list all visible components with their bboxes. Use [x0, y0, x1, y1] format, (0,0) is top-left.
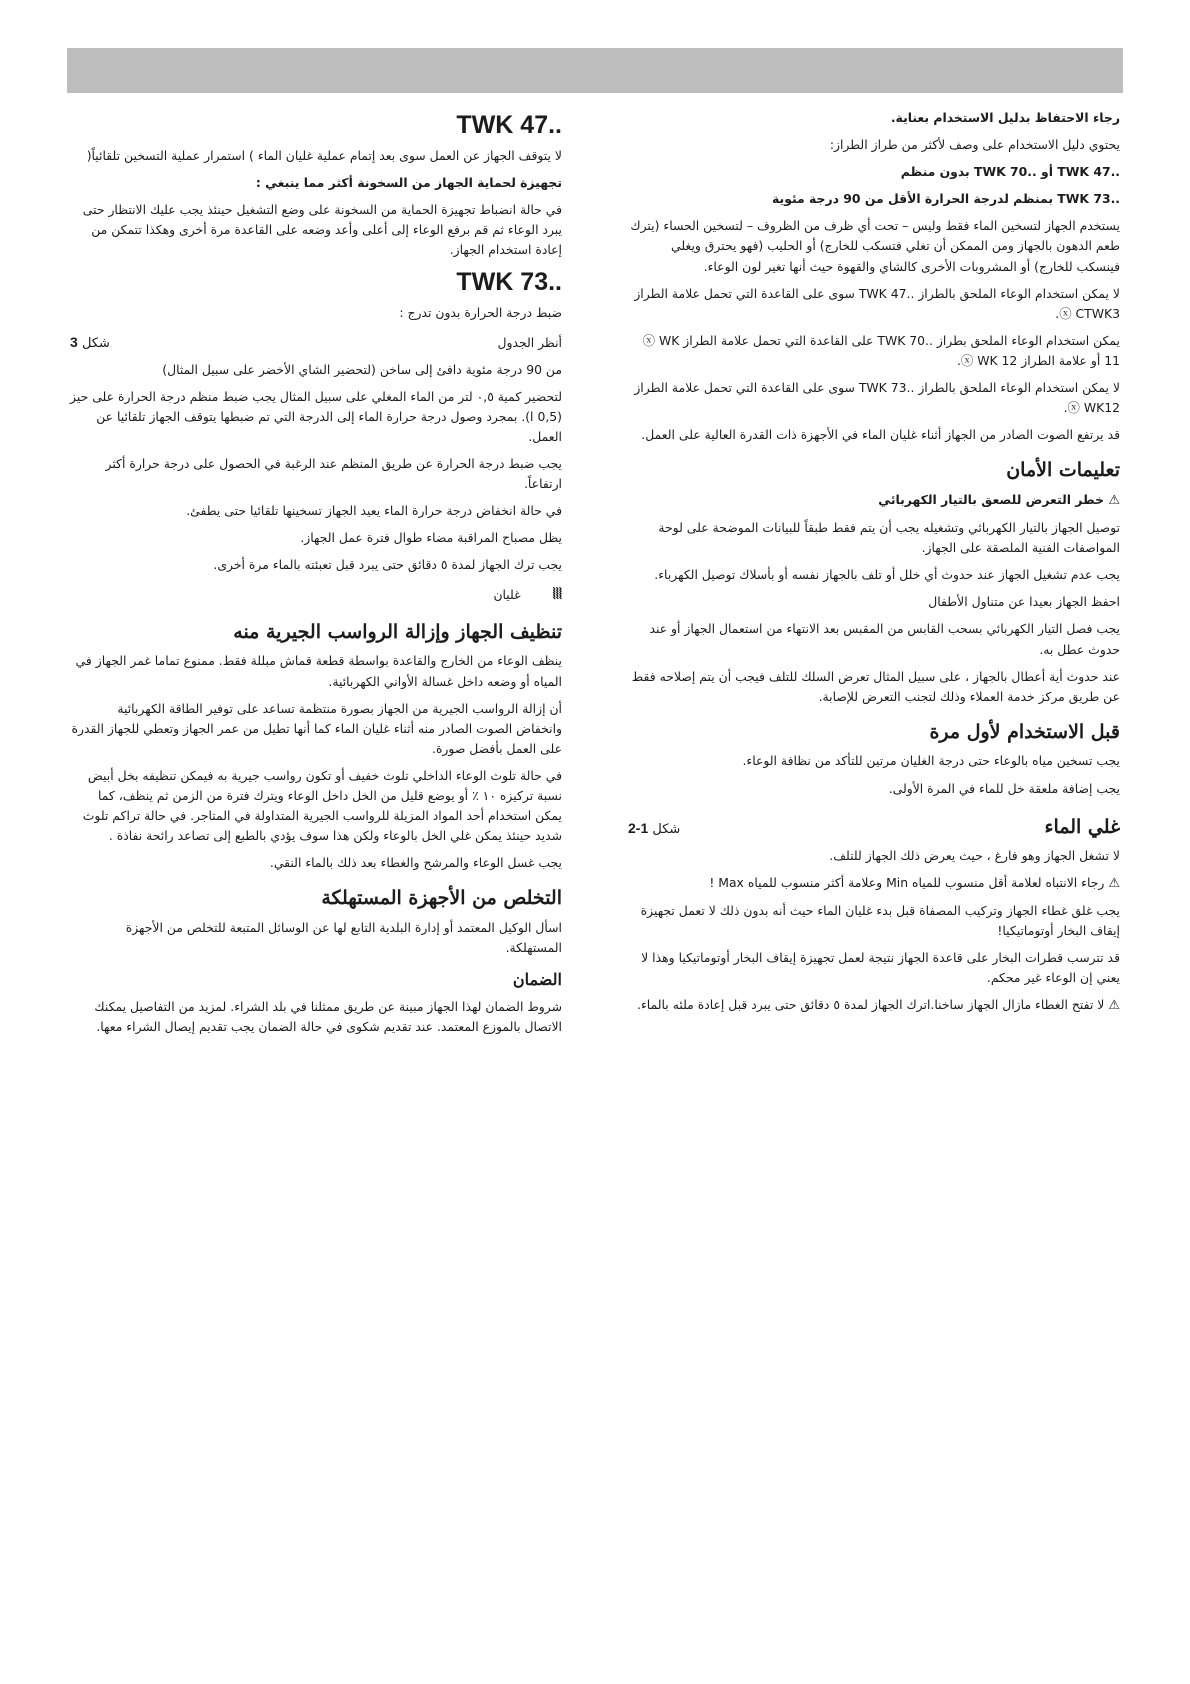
model-line-2: ..TWK 73 بمنظم لدرجة الحرارة الأقل من 90 درجة مئوية	[772, 191, 1120, 207]
noise-paragraph: قد يرتفع الصوت الصادر من الجهاز أثناء غليان الماء في الأجهزة ذات القدرة العالية على العمل.	[641, 427, 1120, 443]
warning-icon: ⚠	[1108, 998, 1120, 1014]
safety-warning-text: خطر التعرض للصعق بالتيار الكهربائي	[878, 492, 1105, 507]
boil-item-5-text: لا تفتح الغطاء مازال الجهاز ساخنا.اترك الجهاز لمدة ٥ دقائق حتى يبرد قبل إعادة ملئه بالماء.	[637, 997, 1105, 1013]
safety-item-2: يجب عدم تشغيل الجهاز عند حدوث أي خلل أو تلف بالجهاز نفسه أو بأسلاك توصيل الكهرباء.	[654, 567, 1120, 583]
warning-icon: ⚠	[1108, 493, 1120, 508]
boil-indicator-row	[70, 582, 562, 606]
boil-item-5	[628, 995, 1120, 1016]
disposal-title: التخلص من الأجهزة المستهلكة	[321, 887, 562, 910]
steam-icon: ⦚⦚⦚	[552, 585, 562, 604]
header-bar	[67, 48, 1123, 93]
cool-down: يجب ترك الجهاز لمدة ٥ دقائق حتى يبرد قبل تعبئته بالماء مرة أخرى.	[213, 557, 562, 573]
base-73-paragraph: لا يمكن استخدام الوعاء الملحق بالطراز ..TWK 73 سوى على القاعدة التي تحمل علامة الطراز ⓧ WK12.	[634, 380, 1120, 416]
models-intro: يحتوي دليل الاستخدام على وصف لأكثر من طراز الطراز:	[829, 137, 1120, 153]
boil-indicator-label: غليان	[493, 587, 521, 603]
warranty-text: شروط الضمان لهذا الجهاز مبينة عن طريق ممثلنا في بلد الشراء. لمزيد من التفاصيل يمكنك الاتصال بالموزع المعتمد. عند تقديم شكوى في حالة الضمان يجب تقديم إيصال الشراء معها.	[94, 999, 562, 1035]
lamp: يظل مصباح المراقبة مضاء طوال فترة عمل الجهاز.	[300, 530, 562, 546]
figure-3-number: 3	[70, 333, 78, 350]
figure-3-label: شكل	[81, 335, 110, 351]
left-column	[70, 108, 562, 1044]
model-line-1: ..TWK 47 أو ..TWK 70 بدون منظم	[900, 164, 1120, 180]
boil-item-1: لا تشغل الجهاز وهو فارغ ، حيث يعرض ذلك الجهاز للتلف.	[829, 847, 1120, 863]
right-column	[628, 108, 1120, 1023]
overheat-text: في حالة انضباط تجهيزة الحماية من السخونة على وضع التشغيل حينئذ يجب عليك الانتظار حتى يبرد الوعاء ثم قم برفع الوعاء إلى أعلى وأعد وضعه على القاعدة مرة أخرى وهكذا تتمكن من إعادة استخدام الجهاز.	[82, 202, 562, 258]
cleaning-3: في حالة تلوث الوعاء الداخلي تلوث خفيف أو تكون رواسب جيرية به فيمكن تنظيفه بخل أبيض نسبة تركيزه ١٠ ٪ أو يوضع قليل من الخل داخل الوعاء ويترك فترة من الزمن ثم ينظف، كما يمكن استخدام أحد المواد المزيلة للرواسب الجيرية المتداولة في المتاجر. في حالة تراكم تلوث شديد حينئذ يمكن غلي الخل بالوعاء ولكن هذا سوف يؤدي بالطبع إلى تصاعد رائحة نفاذة .	[82, 767, 562, 844]
boil-figure-number: 1-2	[628, 819, 649, 836]
cleaning-1: ينظف الوعاء من الخارج والقاعدة بواسطة قطعة قماش مبللة فقط. ممنوع تماما غمر الجهاز في المياه أو وضعه داخل غسالة الأواني الكهربائية.	[75, 653, 562, 689]
temp-setting: ضبط درجة الحرارة بدون تدرج :	[399, 305, 562, 321]
first-use-1: يجب تسخين مياه بالوعاء حتى درجة الغليان مرتين للتأكد من نظافة الوعاء.	[742, 753, 1120, 769]
temp-range: من 90 درجة مئوية دافئ إلى ساخن (لتحضير الشاي الأخضر على سبيل المثال)	[162, 361, 562, 377]
safety-title: تعليمات الأمان	[1006, 459, 1120, 482]
twk47-text: لا يتوقف الجهاز عن العمل سوى بعد إتمام عملية غليان الماء ) استمرار عملية التسخين تلقائياً(	[86, 148, 562, 163]
first-use-2: يجب إضافة ملعقة خل للماء في المرة الأولى.	[888, 780, 1120, 796]
cleaning-title: تنظيف الجهاز وإزالة الرواسب الجيرية منه	[233, 620, 562, 643]
cleaning-4: يجب غسل الوعاء والمرشح والغطاء بعد ذلك بالماء النقي.	[269, 855, 562, 871]
safety-item-3: احفظ الجهاز بعيدا عن متناول الأطفال	[928, 594, 1120, 610]
twk73-title: TWK 73..	[456, 268, 562, 297]
boil-item-2	[628, 873, 1120, 894]
safety-item-5: عند حدوث أية أعطال بالجهاز ، على سبيل المثال تعرض السلك للتلف فيجب أن يتم إصلاحه فقط عن طريق مركز خدمة العملاء وذلك لتجنب التعرض للإصابة.	[631, 668, 1120, 704]
warning-icon: ⚠	[1108, 875, 1120, 891]
overheat-title: تجهيزة لحماية الجهاز من السخونة أكثر مما ينبغي :	[255, 175, 562, 191]
twk47-title: TWK 47..	[456, 111, 562, 139]
boil-figure-ref	[628, 817, 680, 840]
safety-warning	[628, 490, 1120, 511]
usage-paragraph: يستخدم الجهاز لتسخين الماء فقط وليس – تحت أي ظرف من الظروف – لتسخين الحساء (يترك طعم الدهون بالجهاز ومن الممكن أن تغلي فتسكب للخارج) أو الحليب (فهو يحترق ويغلي فينسكب للخارج) أو المشروبات الأخرى كالشاي والقهوة حيث أنها تغير لون الوعاء.	[630, 218, 1120, 274]
reheat: في حالة انخفاض درجة حرارة الماء يعيد الجهاز تسخينها تلقائيا حتى يطفئ.	[186, 503, 562, 519]
boil-item-2-text: رجاء الانتباه لعلامة أقل منسوب للمياه Min وعلامة أكثر منسوب للمياه Max !	[709, 874, 1105, 890]
intro-note: رجاء الاحتفاظ بدليل الاستخدام بعناية.	[890, 110, 1120, 125]
base-47-paragraph: لا يمكن استخدام الوعاء الملحق بالطراز ..TWK 47 سوى على القاعدة التي تحمل علامة الطراز ⓧ CTWK3.	[634, 285, 1120, 321]
disposal-text: اسأل الوكيل المعتمد أو إدارة البلدية التابع لها عن الوسائل المتبعة للتخلص من الأجهزة المستهلكة.	[125, 920, 562, 956]
safety-item-1: توصيل الجهاز بالتيار الكهربائي وتشغيله يجب أن يتم فقط طبقاً للبيانات الموضحة على لوحة المواصفات الفنية الملصقة على الجهاز.	[658, 520, 1120, 556]
safety-item-4: يجب فصل التيار الكهربائي بسحب القابس من المقبس بعد الانتهاء من استعمال الجهاز أو عند حدوث عطل به.	[649, 621, 1120, 657]
figure-3-ref	[70, 331, 110, 354]
cleaning-2: أن إزالة الرواسب الجيرية من الجهاز بصورة منتظمة تساعد على توفير الطاقة الكهربائية وانخفاض الصوت الصادر منه أثناء غليان الماء كما أنها تطيل من عمر الجهاز وتعطي للجهاز القدرة على العمل بأفضل صورة.	[71, 700, 562, 756]
see-table: أنظر الجدول	[497, 334, 562, 350]
boil-title: غلي الماء	[1044, 815, 1120, 838]
boil-item-3: يجب غلق غطاء الجهاز وتركيب المصفاة قبل بدء غليان الماء حيث أنه بدون ذلك لا تعمل تجهيزة إيقاف البخار أوتوماتيكيا!	[640, 902, 1120, 938]
boil-item-4: قد تترسب قطرات البخار على قاعدة الجهاز نتيجة لعمل تجهيزة إيقاف البخار أوتوماتيكيا وهذا لا يعني إن الوعاء غير محكم.	[641, 950, 1120, 986]
warranty-title: الضمان	[512, 970, 562, 990]
table-figure-row	[70, 331, 562, 354]
first-use-title: قبل الاستخدام لأول مرة	[929, 720, 1120, 743]
base-70-paragraph: يمكن استخدام الوعاء الملحق بطراز ..TWK 70 على القاعدة التي تحمل علامة الطراز ⓧ WK 11 أو علامة الطراز ⓧ WK 12.	[642, 332, 1120, 368]
prepare-paragraph: لتحضير كمية ٠,٥ لتر من الماء المغلي على سبيل المثال يجب ضبط منظم درجة الحرارة على حيز (0,5 l). بمجرد وصول درجة حرارة الماء إلى الدرجة التي تم ضبطها يتوقف الجهاز تلقائيا عن العمل.	[70, 388, 562, 444]
boil-heading-row	[628, 815, 1120, 840]
higher-temp: يجب ضبط درجة الحرارة عن طريق المنظم عند الرغبة في الحصول على درجة حرارة أكثر ارتفاعاً.	[105, 455, 562, 492]
boil-figure-label: شكل	[652, 821, 681, 837]
